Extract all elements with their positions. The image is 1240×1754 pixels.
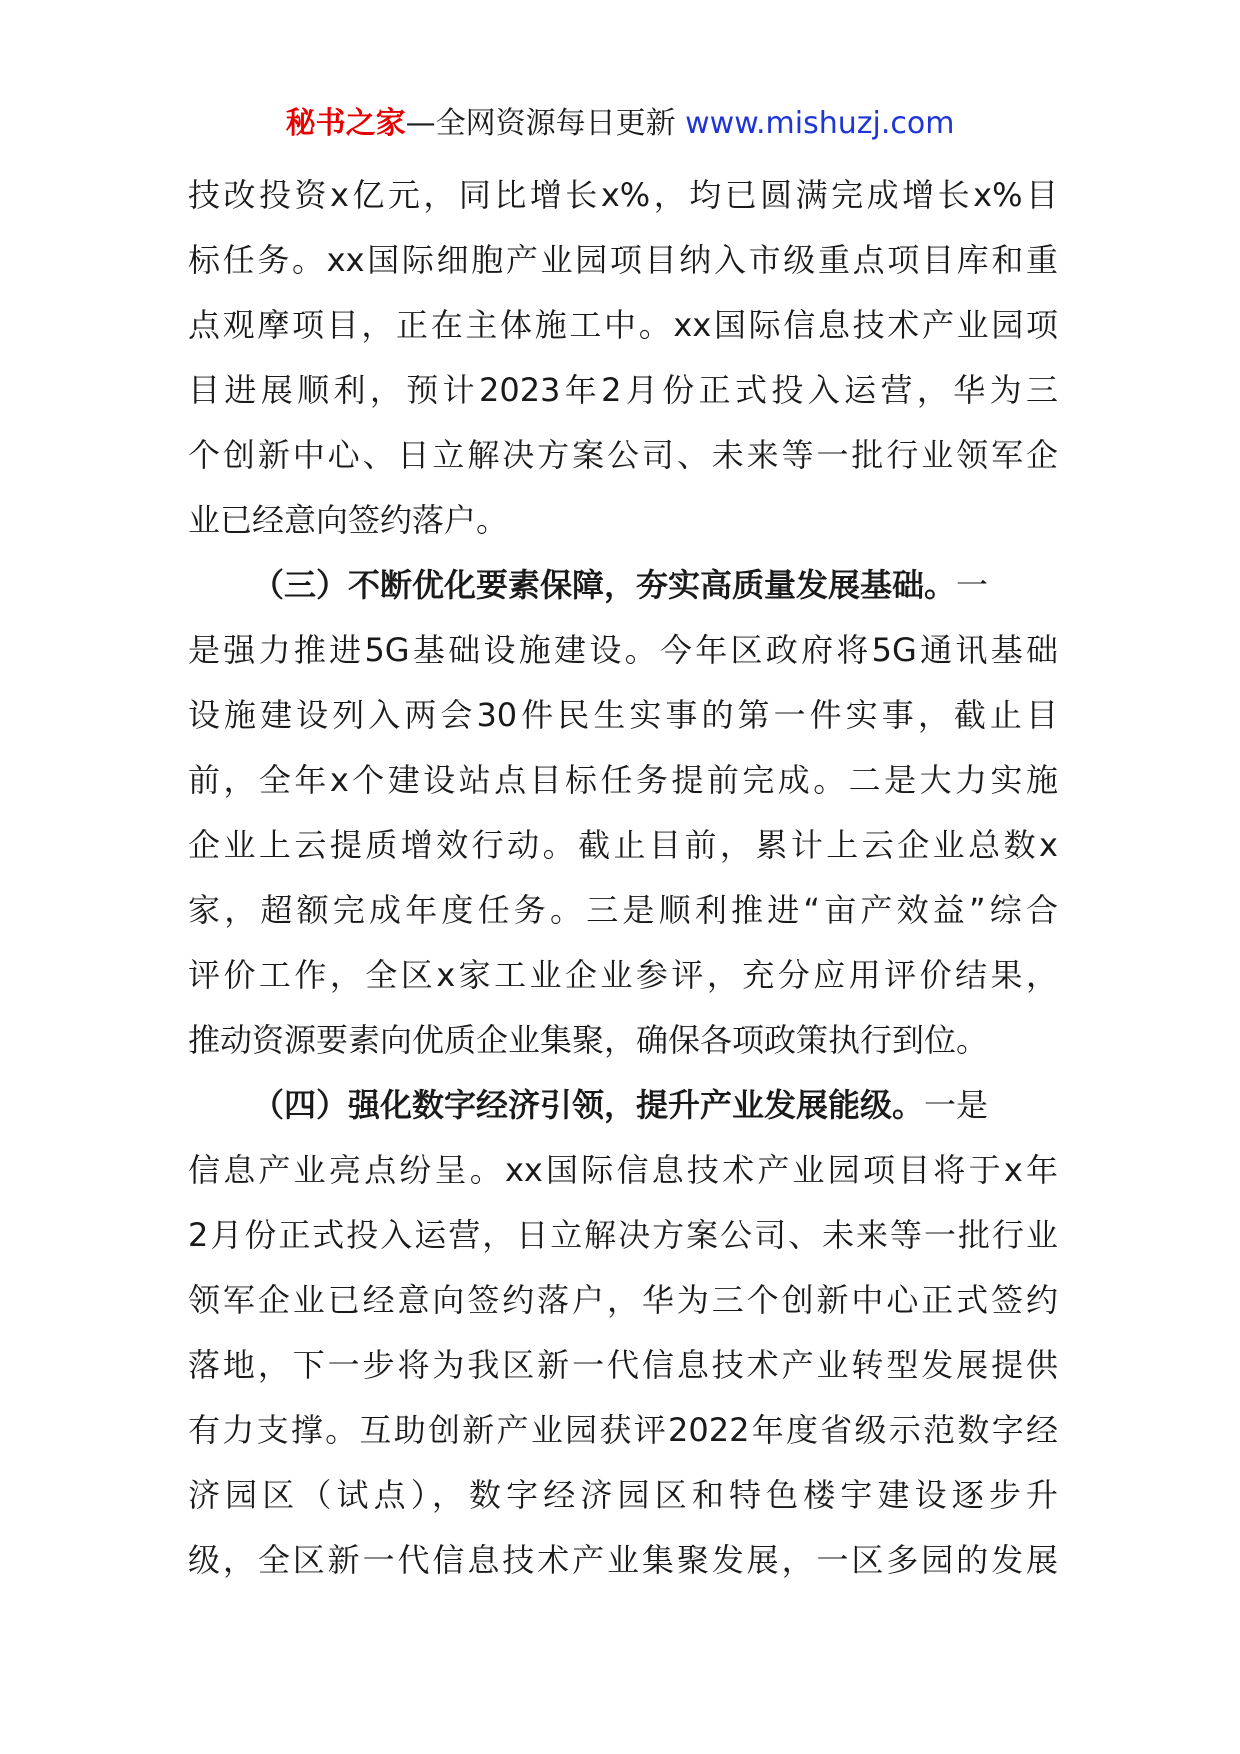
- body-line: 设施建设列入两会30件民生实事的第一件实事，截止目: [188, 696, 1058, 734]
- site-brand: 秘书之家: [285, 106, 406, 141]
- section-3-first-line: [188, 553, 1058, 618]
- body-line: 领军企业已经意向签约落户，华为三个创新中心正式签约: [188, 1281, 1058, 1319]
- body-line: 技改投资x亿元，同比增长x%，均已圆满完成增长x%目: [188, 176, 1058, 214]
- body-line: 家，超额完成年度任务。三是顺利推进“亩产效益”综合: [188, 891, 1058, 929]
- section-3-heading-tail: 一: [956, 566, 989, 604]
- body-line: 级，全区新一代信息技术产业集聚发展，一区多园的发展: [188, 1541, 1058, 1579]
- body-line: 评价工作，全区x家工业企业参评，充分应用评价结果，: [188, 956, 1058, 994]
- site-header: [0, 104, 1240, 144]
- site-url-link[interactable]: www.mishuzj.com: [685, 106, 955, 141]
- section-4-heading-tail: 一是: [924, 1086, 989, 1124]
- body-line: 业已经意向签约落户。: [188, 501, 509, 539]
- body-line: 前，全年x个建设站点目标任务提前完成。二是大力实施: [188, 761, 1058, 799]
- section-3-heading: （三）不断优化要素保障，夯实高质量发展基础。: [252, 566, 957, 604]
- site-tagline: —全网资源每日更新: [405, 106, 676, 141]
- body-line: 标任务。xx国际细胞产业园项目纳入市级重点项目库和重: [188, 241, 1058, 279]
- body-line: 企业上云提质增效行动。截止目前，累计上云企业总数x: [188, 826, 1058, 864]
- body-line: 是强力推进5G基础设施建设。今年区政府将5G通讯基础: [188, 631, 1058, 669]
- body-line: 落地，下一步将为我区新一代信息技术产业转型发展提供: [188, 1346, 1058, 1384]
- body-line: 信息产业亮点纷呈。xx国际信息技术产业园项目将于x年: [188, 1151, 1058, 1189]
- body-line: 济园区（试点），数字经济园区和特色楼宇建设逐步升: [188, 1476, 1058, 1514]
- body-line: 有力支撑。互助创新产业园获评2022年度省级示范数字经: [188, 1411, 1058, 1449]
- body-line: 2月份正式投入运营，日立解决方案公司、未来等一批行业: [188, 1216, 1058, 1254]
- body-line: 个创新中心、日立解决方案公司、未来等一批行业领军企: [188, 436, 1058, 474]
- section-4-heading: （四）强化数字经济引领，提升产业发展能级。: [252, 1086, 925, 1124]
- body-line: 点观摩项目，正在主体施工中。xx国际信息技术产业园项: [188, 306, 1058, 344]
- section-4-first-line: [188, 1073, 1058, 1138]
- body-line: 推动资源要素向优质企业集聚，确保各项政策执行到位。: [188, 1021, 989, 1059]
- document-body: [188, 163, 1058, 1593]
- body-line: 目进展顺利，预计2023年2月份正式投入运营，华为三: [188, 371, 1058, 409]
